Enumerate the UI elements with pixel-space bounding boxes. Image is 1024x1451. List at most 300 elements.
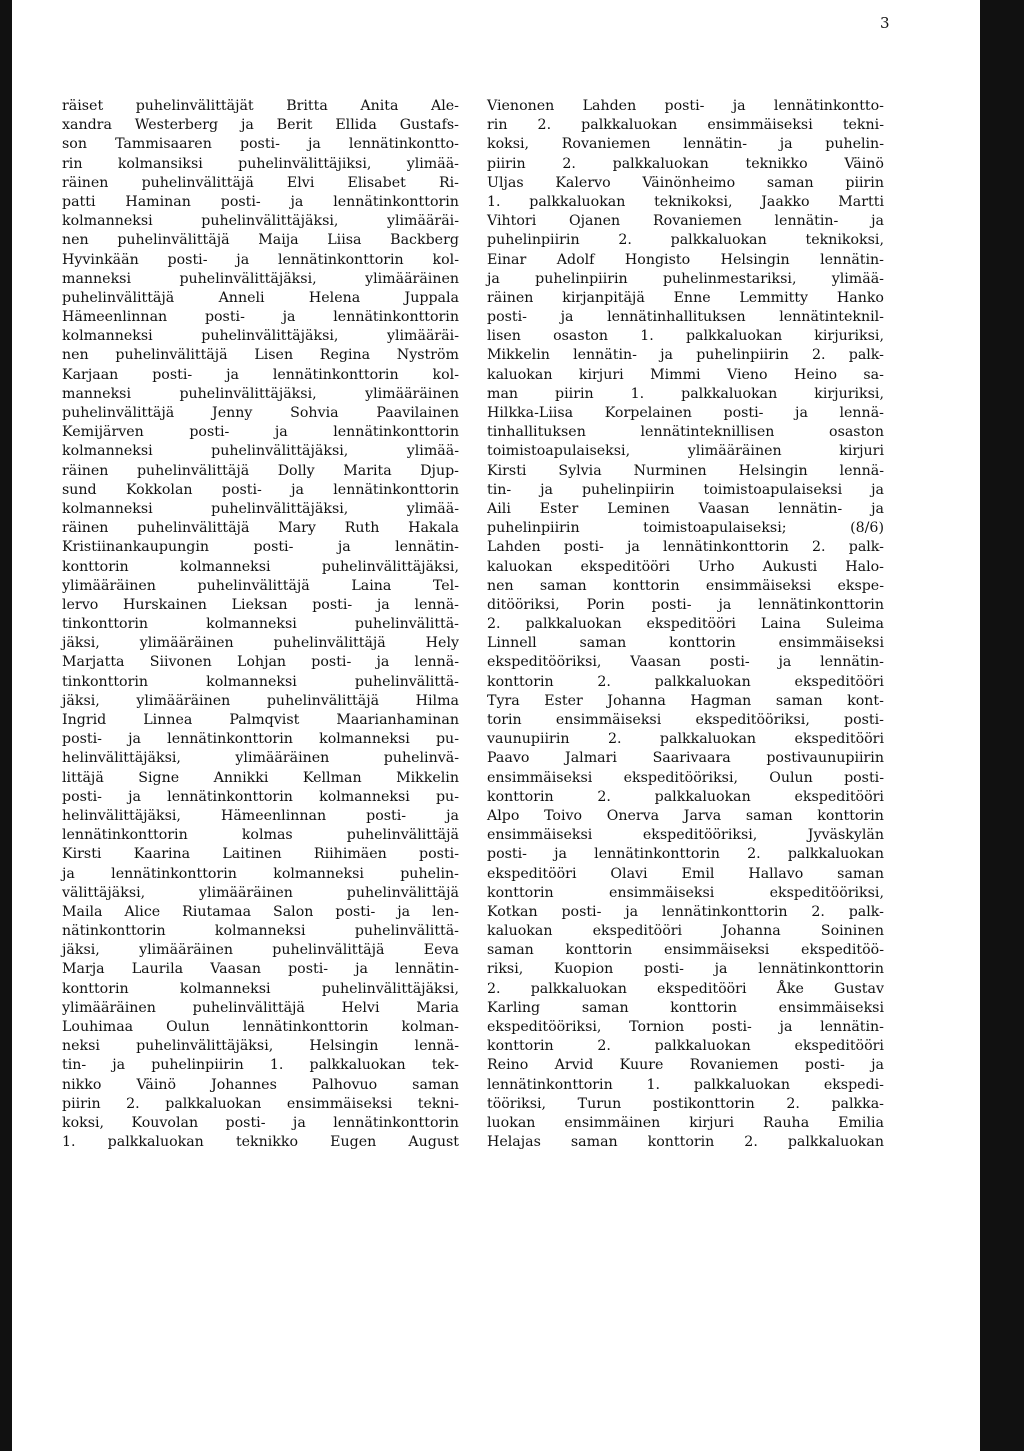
word: palkkaluokan (654, 1038, 751, 1055)
word: ja (290, 193, 304, 210)
word: 2. (811, 539, 826, 556)
word: ylimääräinen (139, 635, 234, 652)
word: puhelinvälittäjä (115, 347, 228, 364)
word: kirjuriksi, (814, 385, 884, 402)
word: Martti (838, 193, 884, 210)
word: ekspeditööri (487, 865, 577, 882)
word: 2. (811, 903, 825, 920)
word: lennätin- (820, 654, 884, 671)
word: Sylvia (558, 462, 602, 479)
word: palkkaluokan (670, 232, 767, 249)
word: pu- (435, 731, 459, 748)
word: puhelinvälittäjäksi, (136, 1038, 274, 1055)
word: tin- (62, 1057, 87, 1074)
word: puhelinvälittäjä (62, 405, 175, 421)
word: lennä- (414, 596, 459, 613)
word: sund (62, 481, 97, 498)
word: Hanko (836, 289, 884, 306)
word: 2. (126, 1095, 140, 1112)
text-line (62, 884, 459, 903)
word: Helsingin (738, 462, 808, 479)
word: jäksi, (62, 692, 100, 709)
word: Jyväskylän (807, 827, 884, 844)
word: Kuure (619, 1057, 664, 1074)
word: Laina (351, 577, 392, 594)
word: ja (226, 366, 239, 383)
word: kolmanneksi (62, 500, 153, 517)
word: kaluokan (487, 558, 553, 575)
word: puhelinvälittäjäksi, (321, 980, 459, 997)
text-line (487, 711, 884, 730)
word: 2. (786, 1095, 800, 1112)
word: (8/6) (850, 520, 884, 537)
word: kolmanneksi (179, 980, 271, 997)
word: Hilkka-Liisa (487, 405, 574, 421)
word: Emil (681, 865, 715, 882)
word: lennätinkonttorin (594, 846, 720, 863)
word: teknikoksi, (654, 193, 733, 210)
text-line (62, 538, 459, 557)
word: toimistoapulaiseksi; (643, 520, 787, 537)
word: kolmanneksi (273, 865, 364, 882)
word: Tornion (629, 1019, 685, 1035)
word: nikko (62, 1076, 102, 1093)
text-line (487, 558, 884, 577)
word: Marjatta (62, 654, 125, 671)
text-line (62, 788, 459, 807)
word: tekni- (417, 1095, 459, 1112)
word: ja (795, 405, 808, 421)
page-number: 3 (880, 14, 890, 32)
word: piirin (845, 174, 884, 191)
word: puhelinvälittäjäksi, (201, 328, 339, 345)
word: lennätin- (683, 136, 748, 153)
text-line (487, 442, 884, 461)
word: Vihtori (487, 213, 537, 230)
word: manneksi (62, 385, 131, 402)
word: posti- (651, 596, 692, 613)
word: ekspeditööriksi, (487, 1019, 602, 1035)
word: ensimmäiseksi (487, 827, 593, 844)
word: lennätin- (778, 500, 843, 517)
word: rin (487, 117, 508, 134)
word: puhelinvälittä- (354, 923, 459, 940)
word: konttorin (669, 635, 736, 652)
text-line (62, 462, 459, 481)
word: Gustav (834, 980, 884, 997)
word: man (487, 385, 519, 402)
text-line (487, 653, 884, 672)
text-line (62, 212, 459, 231)
text-line (62, 1133, 459, 1152)
word: palkkaluokan (654, 788, 751, 805)
text-line (62, 346, 459, 365)
word: Jarva (683, 807, 722, 824)
word: ensimmäiseksi (286, 1095, 393, 1112)
word: nätinkonttorin (62, 923, 166, 940)
word: Elvi (286, 174, 315, 191)
word: lennätin- (774, 213, 839, 230)
word: ekspeditööri (592, 923, 683, 940)
word: puhelinpiirin (487, 520, 580, 537)
word: ja (625, 903, 639, 920)
word: palkkaluokan (685, 328, 783, 345)
word: Ester (539, 500, 579, 517)
word: Riutamaa (182, 903, 252, 920)
word: Annikki (213, 769, 269, 786)
word: Vieno (726, 366, 768, 383)
word: ja (714, 961, 728, 978)
word: 2. (537, 117, 552, 134)
word: posti- (366, 807, 407, 824)
word: konttorin (565, 942, 633, 959)
word: littäjä (62, 769, 104, 786)
word: puhelinvälittäjä (117, 232, 230, 249)
word: Einar (487, 251, 527, 268)
word: piirin (555, 385, 594, 402)
word: ekspedi- (823, 1076, 884, 1093)
word: kirjuri (839, 443, 884, 460)
word: nen (62, 347, 89, 364)
word: puhelinvälittäjä (137, 520, 250, 537)
word: Lisen (254, 347, 294, 364)
word: Soininen (820, 923, 884, 940)
text-line (62, 960, 459, 979)
word: Mary (278, 520, 316, 537)
word: Johanna (607, 692, 666, 709)
word: posti- (221, 481, 262, 498)
text-line (62, 826, 459, 845)
text-line (62, 653, 459, 672)
word: Suleima (825, 616, 884, 633)
word: ja (128, 731, 141, 748)
word: Palhovuo (311, 1076, 378, 1093)
word: ja (718, 596, 732, 613)
word: 2. (562, 155, 576, 172)
word: Sohvia (290, 405, 339, 421)
word: lennätinkonttorin (333, 424, 459, 441)
word: puhelinpiirin (151, 1057, 244, 1074)
text-line (62, 1076, 459, 1095)
word: Nurminen (633, 462, 707, 479)
word: ylimää- (406, 155, 459, 172)
word: puhelinvälittäjäksi, (211, 443, 349, 460)
word: Lahden (582, 98, 637, 114)
scan-right-border (980, 0, 1024, 1451)
word: 2. (597, 1038, 611, 1055)
word: Vaasan (698, 500, 750, 517)
word: saman (487, 942, 534, 959)
word: Åke (776, 980, 804, 997)
text-line (62, 807, 459, 826)
text-line (487, 634, 884, 653)
text-line (487, 692, 884, 711)
text-line (487, 826, 884, 845)
word: 1. (487, 193, 501, 210)
word: lennätinkonttorin (661, 903, 788, 920)
word: Laina (760, 616, 801, 633)
word: Väinönheimo (642, 174, 736, 191)
text-line (62, 558, 459, 577)
text-line (62, 385, 459, 404)
text-line (487, 865, 884, 884)
word: lennätinkonttorin (663, 539, 789, 556)
word: ekspeditööri (794, 673, 884, 690)
word: lennätinkonttorin (111, 865, 237, 882)
word: palkka- (831, 1095, 884, 1112)
word: Aili (487, 500, 511, 517)
left-text-column (62, 97, 459, 1152)
word: 2. (597, 673, 611, 690)
word: Siivonen (149, 654, 212, 671)
text-line (62, 481, 459, 500)
word: Halo- (845, 558, 884, 575)
text-line (487, 193, 884, 212)
text-line (62, 193, 459, 212)
word: ekspeditööri (794, 1038, 884, 1055)
word: lervo (62, 596, 99, 613)
word: puhelinvälittäjä (272, 942, 385, 959)
text-line (62, 251, 459, 270)
text-line (487, 500, 884, 519)
word: konttorin (487, 884, 554, 901)
word: konttorin (62, 558, 129, 575)
word: lennätinkonttorin (333, 1114, 459, 1131)
word: lennätinkonttorin (758, 596, 884, 613)
word: ensimmäiseksi (778, 635, 884, 652)
word: ylimääräi- (386, 213, 459, 230)
word: posti- (723, 405, 764, 421)
word: kolmansiksi (117, 155, 203, 172)
word: ekspeditöö- (801, 942, 884, 959)
word: rin (62, 155, 83, 172)
word: Vienonen (487, 98, 555, 114)
word: Helena (308, 289, 361, 306)
word: kirjuri (578, 366, 624, 383)
word: Westerberg (134, 117, 219, 134)
word: ja (871, 481, 884, 498)
word: ekspeditööriksi, (695, 712, 810, 728)
text-line (62, 404, 459, 423)
text-line (487, 519, 884, 538)
word: teknikko (745, 155, 808, 172)
word: lennä- (414, 1038, 459, 1055)
word: Johannes (211, 1076, 277, 1093)
word: ylimääräinen (62, 577, 156, 594)
word: Lahden (487, 539, 541, 556)
word: saman (775, 692, 823, 709)
word: kolman- (401, 1019, 459, 1035)
word: Uljas (487, 174, 524, 191)
word: puhelinvälittäjä (197, 577, 310, 594)
word: posti- (709, 654, 750, 671)
word: posti- (204, 309, 245, 326)
scan-left-border (0, 0, 12, 1451)
word: palkkaluokan (787, 846, 884, 863)
text-line (62, 922, 459, 941)
word: sa- (863, 366, 884, 383)
text-line (487, 174, 884, 193)
word: Djup- (420, 462, 459, 479)
word: kolmanneksi (179, 558, 271, 575)
word: puhelinmestariksi, (662, 270, 797, 287)
word: Hakala (408, 520, 459, 537)
word: teknikoksi, (805, 232, 884, 249)
word: kaluokan (487, 366, 553, 383)
word: nen (62, 232, 89, 249)
word: räinen (62, 520, 109, 537)
text-line (62, 711, 459, 730)
word: ja (355, 961, 369, 978)
word: posti- (804, 1057, 845, 1074)
word: Kokkolan (125, 481, 193, 498)
word: palkkaluokan (165, 1095, 262, 1112)
word: Olavi (610, 865, 648, 882)
word: puhelinvälittäjä (62, 289, 175, 306)
word: ja (128, 788, 141, 805)
word: Hämeenlinnan (62, 309, 168, 326)
word: tinkonttorin (62, 616, 149, 633)
text-line (62, 308, 459, 327)
word: lennätinkonttorin (62, 827, 188, 844)
word: tin- (487, 481, 512, 498)
word: Enne (673, 289, 711, 306)
text-line (487, 308, 884, 327)
word: välittäjäksi, (62, 884, 146, 901)
word: manneksi (62, 270, 131, 287)
word: ylimääräinen (199, 884, 293, 901)
text-line (487, 462, 884, 481)
text-line (487, 615, 884, 634)
word: palkkaluokan (525, 616, 622, 633)
word: räinen (62, 462, 109, 479)
word: palkkaluokan (107, 1134, 204, 1151)
word: lennätin- (820, 251, 884, 268)
word: Vaasan (630, 654, 681, 671)
word: jäksi, (62, 635, 100, 652)
word: ekspeditööri (646, 616, 736, 633)
word: ekspe- (837, 577, 884, 594)
word: Arvid (554, 1057, 594, 1074)
word: 2. (811, 347, 826, 364)
word: konttorin (487, 1038, 554, 1055)
word: puhelinvälittäjäksi, (179, 385, 317, 402)
word: ensimmäiseksi (487, 769, 593, 786)
word: kolmanneksi (206, 616, 297, 633)
text-line (62, 519, 459, 538)
word: posti- (563, 539, 604, 556)
word: puhelin- (825, 136, 884, 153)
word: ekspeditööriksi, (487, 654, 602, 671)
word: Marja (62, 961, 105, 978)
word: kolmanneksi (214, 923, 306, 940)
word: ylimääräinen (139, 942, 233, 959)
word: lennätinkonttorin (167, 788, 293, 805)
word: Porin (586, 596, 625, 613)
word: lennätinteknillisen (640, 424, 775, 441)
word: ensimmäiseksi (705, 577, 812, 594)
word: Rovaniemen (652, 213, 742, 230)
text-line (487, 1114, 884, 1133)
word: puhelinvälittäjäksi, (179, 270, 317, 287)
word: Helsingin (309, 1038, 379, 1055)
word: ekspeditööriksi, (623, 769, 738, 786)
text-line (487, 577, 884, 596)
word: 2. (487, 980, 501, 997)
text-line (487, 1056, 884, 1075)
text-line (62, 980, 459, 999)
word: ja (376, 654, 390, 671)
word: ja (307, 136, 321, 153)
word: Oulun (166, 1019, 210, 1035)
text-line (62, 749, 459, 768)
text-line (62, 366, 459, 385)
word: Helsingin (720, 251, 790, 268)
word: ensimmäinen (564, 1114, 661, 1131)
word: Marita (343, 462, 392, 479)
word: ekspeditööri (794, 731, 884, 748)
text-line (487, 481, 884, 500)
word: saman (745, 807, 793, 824)
word: lennätinhallituksen (607, 309, 746, 326)
word: ylimääräinen (235, 750, 330, 767)
word: posti- (335, 903, 376, 920)
word: Oulun (769, 769, 813, 786)
word: 2. (744, 1134, 758, 1151)
word: Kuopion (553, 961, 614, 978)
word: posti- (167, 251, 208, 268)
word: ja (282, 309, 296, 326)
text-line (487, 346, 884, 365)
word: puhelinvälittä- (354, 616, 459, 633)
word: Korpelainen (604, 405, 692, 421)
word: lennä- (414, 654, 459, 671)
word: ja (291, 481, 304, 498)
text-line (62, 1114, 459, 1133)
text-line (62, 999, 459, 1018)
word: 1. (62, 1134, 76, 1151)
word: posti- (152, 366, 193, 383)
word: 1. (269, 1057, 284, 1074)
word: lennätinkonttorin (333, 309, 459, 326)
text-line (62, 1018, 459, 1037)
word: torin (487, 712, 522, 728)
word: kol- (432, 366, 459, 383)
word: ekspeditööriksi, (769, 884, 884, 901)
text-line (487, 1018, 884, 1037)
word: palkkaluokan (530, 980, 627, 997)
word: Eeva (423, 942, 459, 959)
word: Kirsti (62, 846, 102, 863)
word: posti- (487, 846, 527, 863)
text-line (487, 1076, 884, 1095)
text-line (487, 730, 884, 749)
text-line (62, 596, 459, 615)
word: Helvi (341, 999, 380, 1016)
word: Aukusti (762, 558, 818, 575)
text-line (487, 749, 884, 768)
word: posti- (487, 309, 527, 326)
word: Gustafs- (399, 117, 459, 134)
word: saman (539, 577, 587, 594)
word: Rovaniemen (689, 1057, 779, 1074)
word: Liisa (327, 232, 362, 249)
word: ylimää- (406, 443, 459, 460)
word: ja (112, 1057, 126, 1074)
word: puhelin- (400, 865, 459, 882)
word: 1. (630, 385, 645, 402)
word: palk- (848, 347, 884, 364)
